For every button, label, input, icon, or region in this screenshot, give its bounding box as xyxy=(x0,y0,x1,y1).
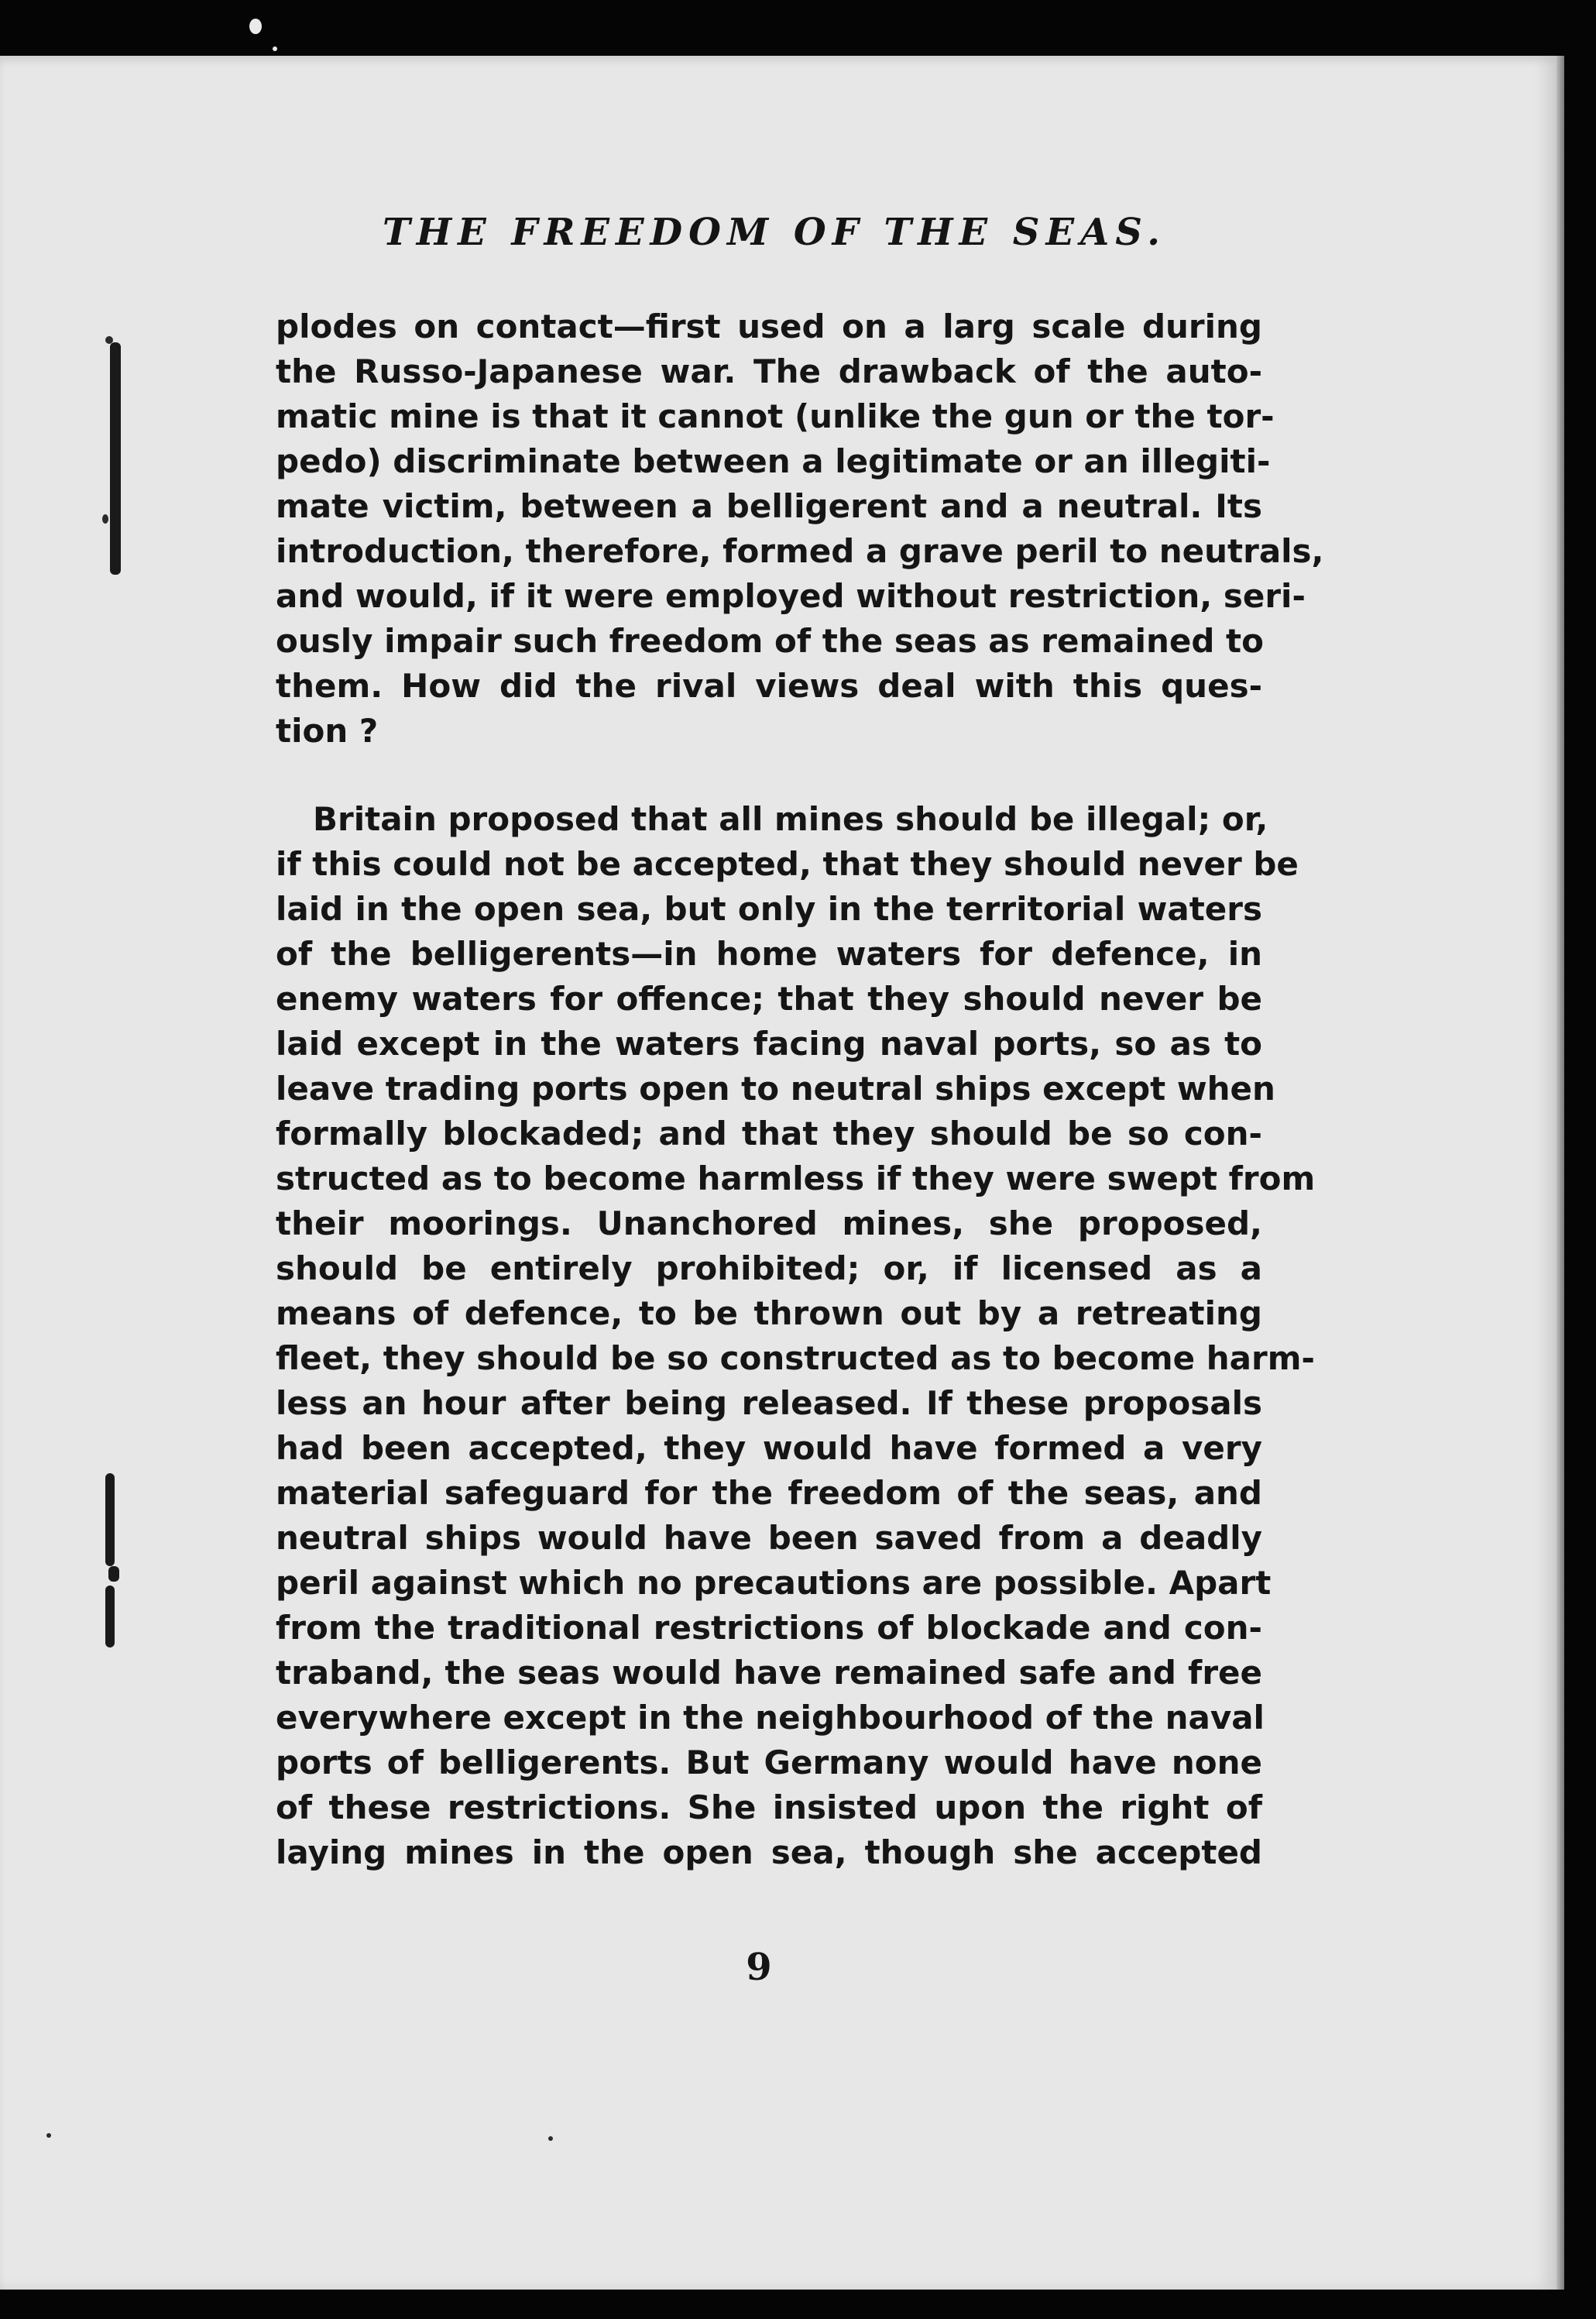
dust-speck xyxy=(273,46,277,51)
text-line: material safeguard for the freedom of the seas, and xyxy=(276,1474,1262,1512)
text-line: laid in the open sea, but only in the territorial waters xyxy=(276,890,1262,928)
text-line: plodes on contact—first used on a larg scale during xyxy=(276,307,1262,345)
page-edge-shadow xyxy=(1557,56,1564,2290)
text-line: mate victim, between a belligerent and a neutral. Its xyxy=(276,487,1262,525)
text-line: enemy waters for offence; that they should never be xyxy=(276,980,1262,1018)
text-line: laying mines in the open sea, though she accepted xyxy=(276,1833,1262,1871)
text-line: tion ? xyxy=(276,712,379,750)
text-line: their moorings. Unanchored mines, she proposed, xyxy=(276,1204,1262,1242)
text-line: Britain proposed that all mines should be illegal; or, xyxy=(313,800,1268,838)
dust-speck xyxy=(249,19,262,34)
text-line: of the belligerents—in home waters for defence, in xyxy=(276,935,1262,973)
text-line: formally blockaded; and that they should be so con- xyxy=(276,1115,1262,1153)
text-line: pedo) discriminate between a legitimate or an illegiti- xyxy=(276,442,1271,480)
binding-stitch-mark xyxy=(108,1566,119,1582)
text-line: means of defence, to be thrown out by a retreating xyxy=(276,1294,1262,1332)
text-line: laid except in the waters facing naval ports, so as to xyxy=(276,1025,1262,1063)
binding-stitch-dot xyxy=(548,2136,553,2141)
running-head: THE FREEDOM OF THE SEAS. xyxy=(383,211,1166,254)
text-line: from the traditional restrictions of blockade and con- xyxy=(276,1609,1262,1647)
text-line: peril against which no precautions are possible. Apart xyxy=(276,1564,1272,1602)
text-line: traband, the seas would have remained safe and free xyxy=(276,1654,1262,1692)
book-page xyxy=(0,56,1557,2290)
text-line: them. How did the rival views deal with this ques- xyxy=(276,667,1262,705)
text-line: ports of belligerents. But Germany would have none xyxy=(276,1744,1262,1781)
text-line: if this could not be accepted, that they should never be xyxy=(276,845,1299,883)
text-line: neutral ships would have been saved from a deadly xyxy=(276,1519,1262,1557)
text-line: fleet, they should be so constructed as to become harm- xyxy=(276,1339,1315,1377)
text-line: the Russo-Japanese war. The drawback of the auto- xyxy=(276,352,1262,390)
text-line: leave trading ports open to neutral ships except when xyxy=(276,1070,1275,1108)
binding-stitch-dot xyxy=(102,514,108,524)
binding-stitch-mark xyxy=(105,1586,115,1647)
page-number: 9 xyxy=(746,1946,772,1989)
text-line: had been accepted, they would have formed a very xyxy=(276,1429,1262,1467)
text-line: of these restrictions. She insisted upon the right of xyxy=(276,1788,1262,1826)
text-line: structed as to become harmless if they were swept from xyxy=(276,1160,1316,1197)
text-line: less an hour after being released. If these proposals xyxy=(276,1384,1262,1422)
binding-stitch-mark xyxy=(105,1473,115,1566)
text-line: introduction, therefore, formed a grave peril to neutrals, xyxy=(276,532,1324,570)
binding-stitch-mark xyxy=(110,342,121,575)
text-line: matic mine is that it cannot (unlike the gun or the tor- xyxy=(276,397,1275,435)
text-line: and would, if it were employed without restriction, seri- xyxy=(276,577,1306,615)
text-line: ously impair such freedom of the seas as remained to xyxy=(276,622,1264,660)
binding-stitch-dot xyxy=(105,336,113,344)
text-line: everywhere except in the neighbourhood of the naval xyxy=(276,1699,1265,1737)
text-line: should be entirely prohibited; or, if licensed as a xyxy=(276,1249,1262,1287)
binding-stitch-dot xyxy=(46,2133,51,2138)
